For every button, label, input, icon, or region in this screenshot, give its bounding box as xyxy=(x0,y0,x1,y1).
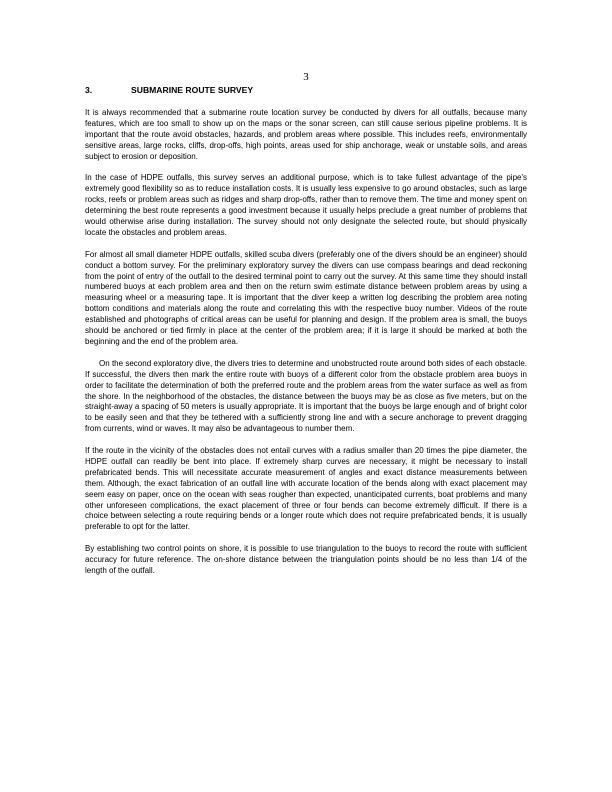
page-number: 3 xyxy=(303,71,309,83)
section-number: 3. xyxy=(85,85,93,95)
paragraph-prefabricated-bends: If the route in the vicinity of the obstacles does not entail curves with a radius smaller than 20 times the pipe diameter, the HDPE outfall can readily be bent into place. If extremely sharp curves are necessary, it might be necessary to install prefabricated bends. This will necessitate accurate measurement of angles and exact distance measurements between them. Although, the exact fabrication of an outfall line with accurate location of the bends along with exact placement may seem easy on paper, once on the ocean with seas rougher than expected, unanticipated currents, boat problems and many other unforeseen complications, the exact placement of three or four bends can become extremely difficult. If there is a choice between selecting a route requiring bends or a longer route which does not require prefabricated bends, it is usually preferable to opt for the latter. xyxy=(85,446,527,532)
paragraph-triangulation: By establishing two control points on shore, it is possible to use triangulation to the buoys to record the route with sufficient accuracy for future reference. The on-shore distance between the triangulation points should be no less than 1/4 of the length of the outfall. xyxy=(85,544,527,575)
paragraph-second-dive: On the second exploratory dive, the divers tries to determine and unobstructed route around both sides of each obstacle. If successful, the divers then mark the entire route with buoys of a different color from the obstacle problem area buoys in order to facilitate the determination of both the preferred route and the problem areas from the water surface as well as from the shore. In the neighborhood of the obstacles, the distance between the buoys may be as close as five meters, but on the straight-away a spacing of 50 meters is usually appropriate. It is important that the buoys be large enough and of bright color to be easily seen and that they be tethered with a sufficiently strong line and with a secure anchorage to prevent dragging from currents, wind or waves. It may also be advantageous to number them. xyxy=(85,358,527,434)
document-body xyxy=(85,85,527,588)
section-title: SUBMARINE ROUTE SURVEY xyxy=(131,85,254,95)
paragraph-hdpe-flexibility: In the case of HDPE outfalls, this survey serves an additional purpose, which is to take fullest advantage of the pipe's extremely good flexibility so as to reduce installation costs. It is usually less expensive to go around obstacles, such as large rocks, reefs or problem areas such as ridges and sharp drop-offs, rather than to remove them. The time and money spent on determining the best route represents a good investment because it usually helps preclude a great number of problems that would otherwise arise during installation. The survey should not only designate the selected route, but should physically locate the obstacles and problem areas. xyxy=(85,173,527,237)
section-heading xyxy=(85,85,527,96)
paragraph-bottom-survey: For almost all small diameter HDPE outfalls, skilled scuba divers (preferably one of the divers should be an engineer) should conduct a bottom survey. For the preliminary exploratory survey the divers can use compass bearings and dead reckoning from the point of entry of the outfall to the desired terminal point to carry out the survey. At this same time they should install numbered buoys at each problem area and then on the return swim estimate distance between problem areas by using a measuring wheel or a measuring tape. It is important that the diver keep a written log describing the problem area noting bottom conditions and materials along the route and correlating this with the respective buoy number. Videos of the route established and photographs of critical areas can be useful for planning and design. If the problem area is small, the buoys should be anchored or tied firmly in place at the center of the problem area; if it is large it should be marked at both the beginning and the end of the problem area. xyxy=(85,249,527,346)
paragraph-survey-recommendation: It is always recommended that a submarine route location survey be conducted by divers for all outfalls, because many features, which are too small to show up on the maps or the sonar screen, can still cause serious pipeline problems. It is important that the route avoid obstacles, hazards, and problem areas where possible. This includes reefs, environmentally sensitive areas, large rocks, cliffs, drop-offs, high points, areas used for ship anchorage, weak or unstable soils, and areas subject to erosion or deposition. xyxy=(85,108,527,161)
